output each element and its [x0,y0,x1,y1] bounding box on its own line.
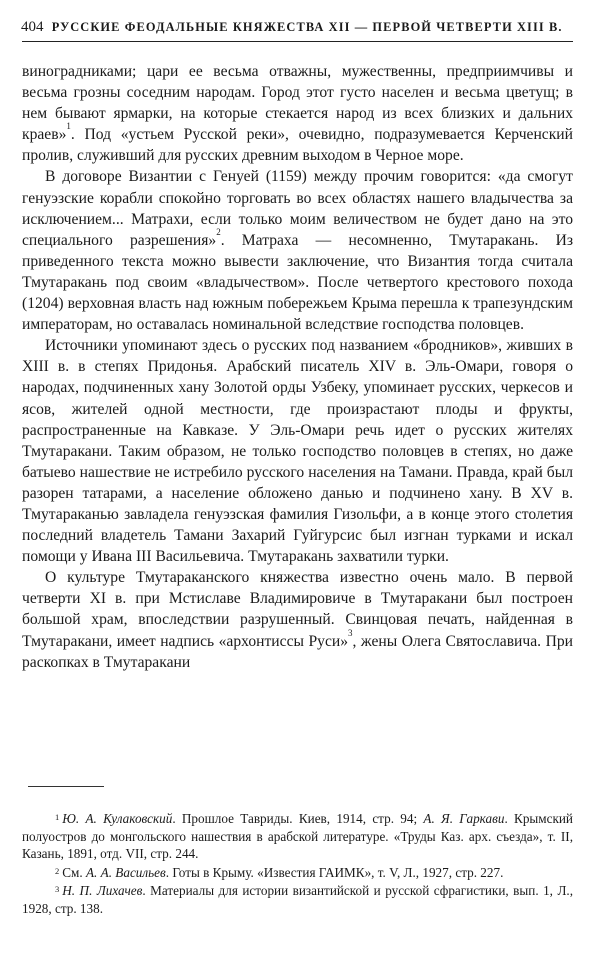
paragraph-3: Источники упоминают здесь о русских под названием «бродников», живших в XIII в. в степях Придонья. Арабский писатель XIV в. Эль-Омари, говоря о народах, подчиненных хану Золотой орды Узбеку, упоминает русских, черкесов и ясов, жителей одной местности, где произрастают плоды и фрукты, распространенные на Кавказе. У Эль-Омари речь идет о русских жителях Тмутаракани. Таким образом, не только господство половцев в степях, но даже батыево нашествие не истребило русского населения на Тамани. Правда, край был разорен татарами, а население обложено данью и подчинено хану. В XV в. Тмутараканью завладела генуэзская фамилия Гизольфи, а в конце этого столетия последний владетель Тамани Захарий Гуйгурсис был изгнан турками и искал помощи у Ивана III Васильевича. Тмутаракань захватили турки. [22,337,573,566]
footnote-author: Н. П. Лихачев [62,883,143,899]
footnote-author: А. Я. Гаркави [423,811,505,826]
footnote-author: А. А. Васильев [86,864,166,880]
footnote-ref-2[interactable]: 2 [216,226,221,237]
paragraph-text: О культуре Тмутараканского княжества известно очень мало. В первой четверти XI в. при Мстиславе Владимировиче в Тмутаракани был построен большой храм, впоследствии разрушенный. Свинцовая печать, найденная в Тмутаракани, имеет надпись «архонтиссы Руси» [22,569,573,650]
paragraph-4 [22,567,573,672]
paragraph-text: , жены Олега Святославича. При раскопках в Тмутаракани [22,632,573,671]
paragraph-text: виноградниками; цари ее весьма отважны, мужественны, предприимчивы и весьма грозны соседним народам. Город этот густо населен и весьма цветущ; в нем бывают ярмарки, на которые стекается народ из всех близких и дальних краев» [22,63,573,144]
footnote-prefix: См. [62,864,86,880]
paragraph-1 [22,61,573,166]
paragraph-2 [22,166,573,335]
footnote-2 [22,864,573,882]
footnote-ref-1[interactable]: 1 [66,121,71,132]
footnote-author: Ю. А. Кулаковский [62,811,173,826]
footnote-text: . Крымский полуостров до монгольского нашествия в арабской литературе. «Труды Каз. арх. съезда», т. II, Казань, 1891, отд. VII, стр. 244. [22,811,573,862]
footnote-ref-3[interactable]: 3 [348,627,353,638]
footnote-1 [22,810,573,863]
footnote-text: . Готы в Крыму. «Известия ГАИМК», т. V, Л., 1927, стр. 227. [165,864,504,880]
paragraph-text: В договоре Византии с Генуей (1159) между прочим говорится: «да смогут генуэзские корабли спокойно торговать во всех областях нашего владычества за исключением... Матрахи, если только моим величеством не будет дано на это специального разрешения» [22,168,573,249]
paragraph-text: . Под «устьем Русской реки», очевидно, подразумевается Керченский пролив, служивший для русских древним выходом в Черное море. [22,126,573,165]
footnote-number: 1 [55,812,60,822]
paragraph-text: . Матраха — несомненно, Тмутаракань. Из приведенного текста можно вывести заключение, что Византия тогда считала Тмутаракань под своим «владычеством». После четвертого крестового похода (1204) верховная власть над южным побережьем Крыма перешла к трапезундским императорам, но оставалась номинальной вследствие господства половцев. [22,231,573,334]
footnote-3 [22,882,573,917]
running-title: РУССКИЕ ФЕОДАЛЬНЫЕ КНЯЖЕСТВА XII — ПЕРВОЙ ЧЕТВЕРТИ XIII В. [51,20,563,34]
footnote-text: . Прошлое Тавриды. Киев, 1914, стр. 94; [172,811,424,826]
header-rule [22,41,573,42]
footnotes [22,810,573,919]
footnote-number: 2 [55,865,60,876]
main-text [22,61,573,673]
footnote-number: 3 [55,884,60,895]
footnote-separator [28,786,104,787]
page-number: 404 [21,19,44,35]
running-header [21,18,572,36]
footnote-text: . Материалы для истории византийской и русской сфрагистики, вып. 1, Л., 1928, стр. 138. [22,883,573,916]
